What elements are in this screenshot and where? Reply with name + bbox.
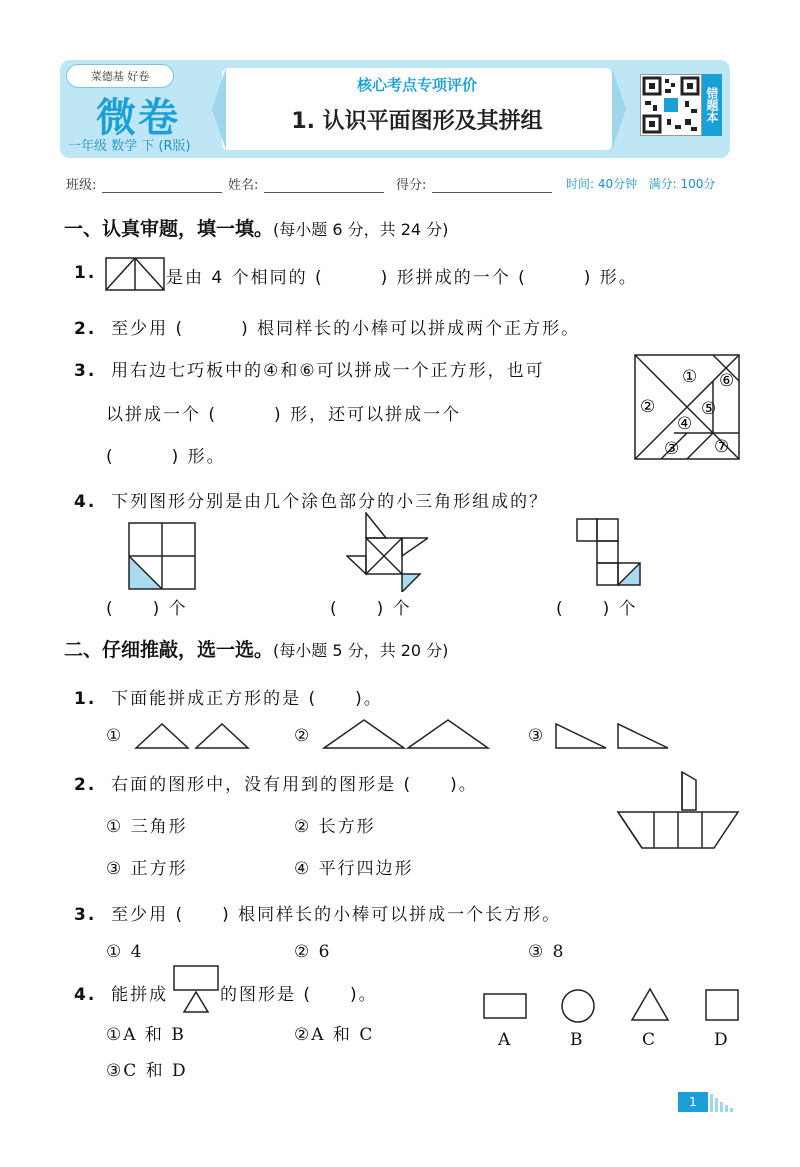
series-logo-title: 微卷 (96, 95, 180, 141)
shape-c-triangle (632, 989, 668, 1020)
s2-q1-opt3[interactable]: ③ (528, 726, 546, 746)
s1-q4: 4. 下列图形分别是由几个涂色部分的小三角形组成的？ (74, 492, 549, 512)
s2-q2-opt4[interactable]: ④ 平行四边形 (294, 859, 414, 879)
tangram-label-4: ④ (677, 414, 693, 434)
s2-q1: 1. 下面能拼成正方形的是 ( )。 (74, 689, 383, 709)
shape-label-b: B (570, 1030, 585, 1050)
s2-q2-opt1[interactable]: ① 三角形 (106, 817, 188, 837)
s2-q3-opt1[interactable]: ① 4 (106, 942, 144, 962)
tangram-label-6: ⑥ (719, 371, 735, 391)
opt3-triangles (554, 722, 674, 750)
tangram-label-2: ② (640, 397, 656, 417)
page-number: 1 (678, 1092, 708, 1112)
q4-figure-steps (576, 518, 642, 586)
q4-target-figure (172, 964, 220, 1014)
tangram-figure (634, 354, 740, 460)
boat-figure (616, 768, 740, 852)
s2-q3-opt2[interactable]: ② 6 (294, 942, 332, 962)
name-field: 姓名: (228, 174, 384, 193)
s2-q4: 4. 能拼成 (74, 985, 169, 1005)
shape-a-rectangle (484, 994, 526, 1018)
q4-answer-1[interactable]: ( ) 个 (106, 599, 188, 619)
s2-q2-opt2[interactable]: ② 长方形 (294, 817, 376, 837)
section1-title: 一、认真审题，填一填。(每小题 6 分，共 24 分) (64, 218, 449, 240)
tangram-label-3: ③ (664, 439, 680, 459)
section2-title: 二、仔细推敲，选一选。(每小题 5 分，共 20 分) (64, 639, 449, 661)
shape-label-c: C (642, 1030, 658, 1050)
class-field: 班级: (66, 174, 222, 193)
opt1-triangles (134, 722, 254, 750)
time-limit: 时间: 40分钟 满分: 100分 (566, 177, 716, 191)
s2-q2-opt3[interactable]: ③ 正方形 (106, 859, 188, 879)
q4-shape-options (480, 986, 740, 1026)
s2-q4-opt3[interactable]: ③C 和 D (106, 1061, 188, 1081)
shape-label-d: D (714, 1030, 730, 1050)
q4-answer-3[interactable]: ( ) 个 (556, 599, 638, 619)
tangram-label-5: ⑤ (701, 399, 717, 419)
page-bars-icon (710, 1094, 740, 1112)
q4-answer-2[interactable]: ( ) 个 (330, 599, 412, 619)
s2-q4-opt1[interactable]: ①A 和 B (106, 1025, 186, 1045)
qr-code-icon[interactable] (640, 74, 702, 136)
opt2-triangles (322, 718, 492, 750)
s1-q2: 2. 至少用 ( ) 根同样长的小棒可以拼成两个正方形。 (74, 319, 581, 339)
tangram-label-1: ① (682, 367, 698, 387)
error-book-tab[interactable]: 错题本 (702, 74, 722, 136)
shape-label-a: A (498, 1030, 513, 1050)
grade-label: 一年级 数学 下 (R版) (68, 139, 191, 154)
s1-q3-line1: 3. 用右边七巧板中的④和⑥可以拼成一个正方形，也可 (74, 361, 545, 381)
tangram-label-7: ⑦ (714, 437, 730, 457)
q4-figure-grid (128, 522, 196, 590)
shape-b-circle (562, 990, 594, 1022)
s2-q3: 3. 至少用 ( ) 根同样长的小棒可以拼成一个长方形。 (74, 905, 562, 925)
right-chevron-icon (612, 68, 626, 150)
s2-q4-opt2[interactable]: ②A 和 C (294, 1025, 375, 1045)
s1-q1: 1. (74, 263, 97, 283)
series-title: 核心考点专项评价 (356, 76, 477, 94)
s1-q1-text: 是由 4 个相同的 ( ) 形拼成的一个 ( ) 形。 (166, 268, 638, 288)
s2-q1-opt1[interactable]: ① (106, 726, 124, 746)
shape-d-square (706, 990, 738, 1020)
s1-q3-line3: ( ) 形。 (106, 447, 226, 467)
q4-figure-star (346, 512, 428, 592)
score-field: 得分: (396, 174, 552, 193)
s2-q3-opt3[interactable]: ③ 8 (528, 942, 566, 962)
s2-q2: 2. 右面的图形中，没有用到的图形是 ( )。 (74, 775, 478, 795)
s2-q1-opt2[interactable]: ② (294, 726, 312, 746)
lesson-title: 1. 认识平面图形及其拼组 (291, 109, 543, 134)
brand-logo: 菜德基 好卷 (66, 64, 174, 88)
s2-q4-text: 的图形是 ( )。 (220, 985, 378, 1005)
q1-square-figure (105, 257, 165, 291)
s1-q3-line2: 以拼成一个 ( ) 形，还可以拼成一个 (106, 405, 462, 425)
